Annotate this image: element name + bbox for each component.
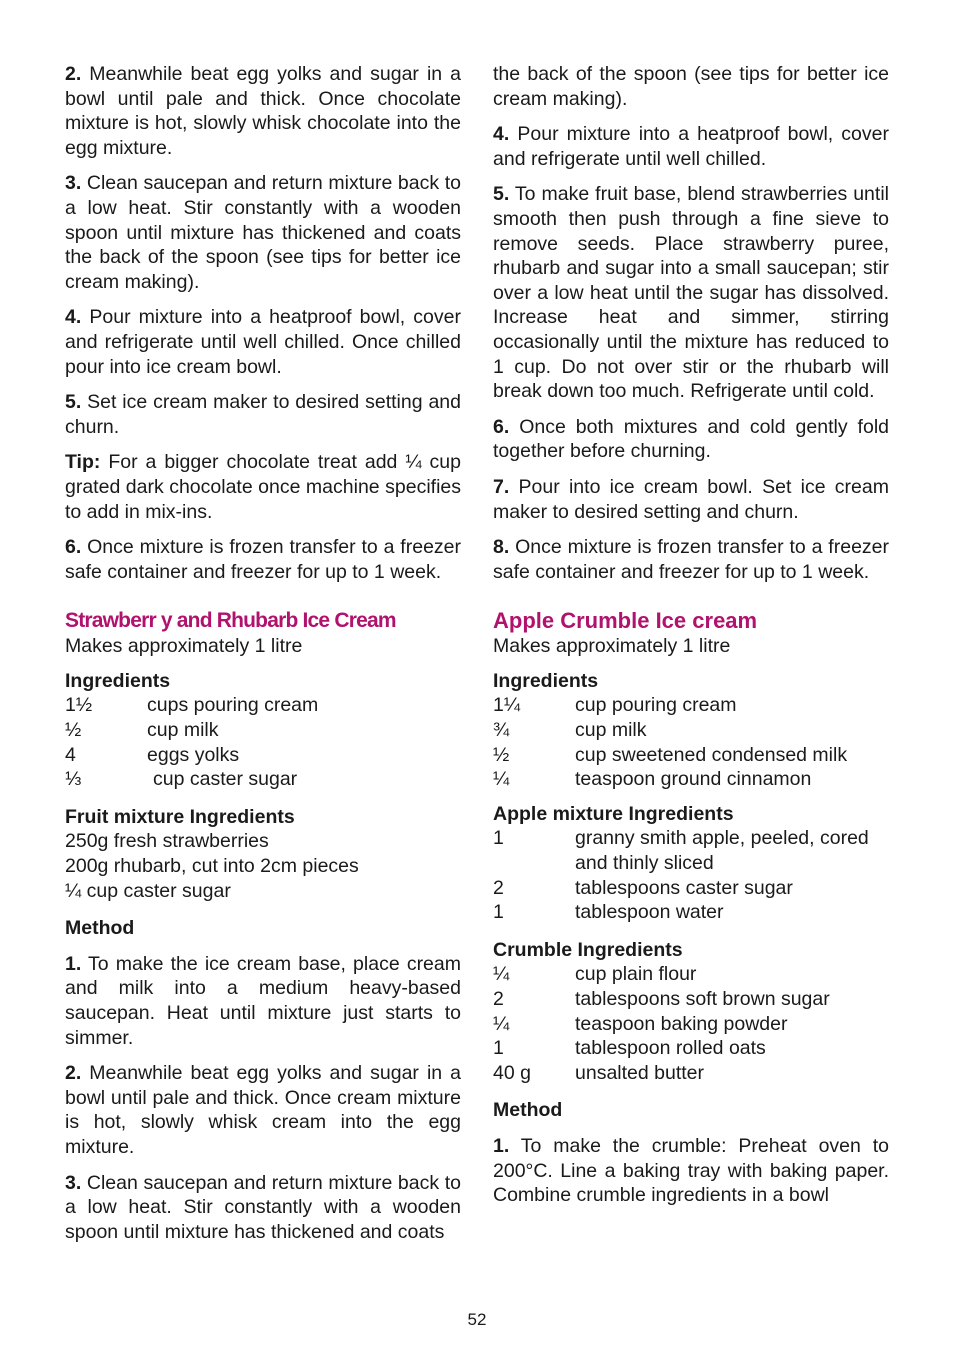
ingredient-row: ¼ teaspoon ground cinnamon — [493, 768, 812, 791]
step-5: 5. Set ice cream maker to desired setting and churn. — [65, 391, 461, 438]
ingredients-heading: Ingredients — [493, 669, 599, 692]
ingredient-row: ½ cup milk — [65, 719, 219, 742]
ingredient-row: 1½ cups pouring cream — [65, 694, 319, 717]
ingredient-row: 4 eggs yolks — [65, 743, 240, 766]
recipe-title: Strawberr y and Rhubarb Ice Cream — [65, 609, 396, 633]
fruit-ingredients-heading: Fruit mixture Ingredients — [65, 805, 295, 828]
method-step-2: 2. Meanwhile beat egg yolks and sugar in a bowl until pale and thick. Once cream mixture is hot, slowly whisk cream into the egg mixture. — [65, 1062, 461, 1158]
ingredient-row: 1 tablespoon water — [493, 901, 724, 924]
tip: Tip: For a bigger chocolate treat add ¼ cup grated dark chocolate once machine specifies to add in mix-ins. — [65, 451, 461, 523]
step-4: 4. Pour mixture into a heatproof bowl, cover and refrigerate until well chilled. — [493, 123, 889, 170]
ingredient-row: ¾ cup milk — [493, 719, 647, 742]
ingredient-row: ¼ teaspoon baking powder — [493, 1012, 788, 1035]
continued-text: the back of the spoon (see tips for better ice cream making). — [493, 63, 889, 110]
fruit-ingredient: 200g rhubarb, cut into 2cm pieces — [65, 855, 359, 878]
fruit-ingredient: ¼ cup caster sugar — [65, 879, 231, 902]
recipe-title: Apple Crumble Ice cream — [493, 608, 758, 634]
ingredient-row: 1 tablespoon rolled oats — [493, 1037, 766, 1060]
ingredients-heading: Ingredients — [65, 669, 171, 692]
method-step-1: 1. To make the ice cream base, place cream and milk into a medium heavy-based saucepan. Heat until mixture just starts to simmer. — [65, 952, 461, 1049]
step-2: 2. Meanwhile beat egg yolks and sugar in a bowl until pale and thick. Once chocolate mixture is hot, slowly whisk chocolate into the egg mixture. — [65, 63, 461, 159]
recipe-yield: Makes approximately 1 litre — [493, 635, 731, 658]
step-7: 7. Pour into ice cream bowl. Set ice cream maker to desired setting and churn. — [493, 475, 889, 523]
method-step-1: 1. To make the crumble: Preheat oven to 200°C. Line a baking tray with baking paper. Combine crumble ingredients in a bowl — [493, 1134, 889, 1207]
ingredient-row: ¼ cup plain flour — [493, 963, 697, 986]
ingredient-row: ½ cup sweetened condensed milk — [493, 743, 848, 766]
step-3: 3. Clean saucepan and return mixture back to a low heat. Stir constantly with a wooden spoon until mixture has thickened and coats the back of the spoon (see tips for better ice cream making). — [65, 172, 461, 293]
step-5: 5. To make fruit base, blend strawberries until smooth then push through a fine sieve to remove seeds. Place strawberry puree, rhubarb and sugar into a small saucepan; stir over a low heat until the sugar has dissolved. Increase heat and simmer, stirring occasionally until the mixture has reduced to 1 cup. Do not over stir or the rhubarb will break down too much. Refrigerate until cold. — [493, 183, 889, 403]
ingredient-row: 2 tablespoons caster sugar — [493, 876, 793, 899]
method-heading: Method — [65, 917, 135, 940]
ingredient-row: 40 g unsalted butter — [493, 1061, 705, 1084]
method-step-3: 3. Clean saucepan and return mixture back to a low heat. Stir constantly with a wooden spoon until mixture has thickened and coats — [65, 1171, 461, 1243]
ingredient-row: 1 granny smith apple, peeled, cored and thinly sliced — [493, 827, 869, 875]
ingredient-row: 2 tablespoons soft brown sugar — [493, 988, 830, 1010]
crumble-ingredients-heading: Crumble Ingredients — [493, 938, 683, 961]
step-6: 6. Once both mixtures and cold gently fold together before churning. — [493, 415, 889, 463]
step-4: 4. Pour mixture into a heatproof bowl, cover and refrigerate until well chilled. Once chilled pour into ice cream bowl. — [65, 306, 461, 378]
ingredient-row: 1¼ cup pouring cream — [493, 694, 737, 717]
step-8: 8. Once mixture is frozen transfer to a freezer safe container and freezer for up to 1 week. — [493, 536, 889, 583]
fruit-ingredient: 250g fresh strawberries — [65, 830, 269, 853]
step-6: 6. Once mixture is frozen transfer to a freezer safe container and freezer for up to 1 week. — [65, 536, 461, 583]
right-column — [493, 62, 889, 1219]
page-number: 52 — [467, 1310, 487, 1329]
recipe-yield: Makes approximately 1 litre — [65, 635, 303, 658]
apple-ingredients-heading: Apple mixture Ingredients — [493, 802, 734, 825]
method-heading: Method — [493, 1099, 563, 1122]
ingredient-row: ⅓ cup caster sugar — [65, 768, 298, 791]
left-column — [65, 62, 461, 1255]
